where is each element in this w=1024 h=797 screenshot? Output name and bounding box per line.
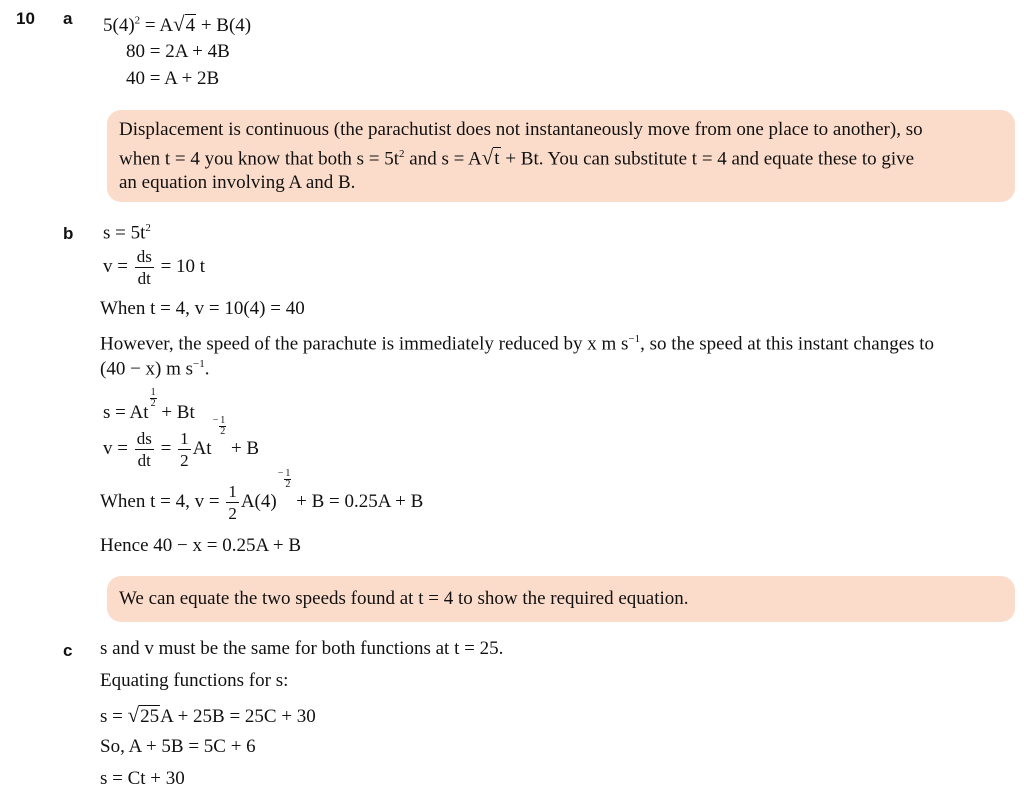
part-b-s2-equation: s = At $\frac{1}{2}$ + Bt: [103, 387, 195, 423]
part-b-v2-equation: v = $\frac{ds}{dt}$ = $\frac{1}{2}$ At − $\frac{1}{2}$ + B: [103, 415, 260, 470]
hint-a-line-1: Displacement is continuous (the parachutist does not instantaneously move from one place to another), so: [119, 119, 923, 140]
part-c-line-4: So, A + 5B = 5C + 6: [100, 736, 256, 757]
hint-b-text: We can equate the two speeds found at t = 4 to show the required equation.: [119, 588, 689, 609]
question-number: 10: [16, 9, 35, 28]
part-b-however-line-1: However, the speed of the parachute is immediately reduced by x m $s^{-1}$, so the speed at this instant changes to: [100, 333, 935, 355]
part-c-label: c: [63, 641, 73, 660]
part-b-v-equation: v = $\frac{ds}{dt}$ = 10 t: [103, 247, 206, 288]
hint-a-line-2: when t = 4 you know that both $s = 5t^2$ and s = A√t + Bt. You can substitute t = 4 and equate these to give: [119, 145, 915, 170]
part-c-line-2: Equating functions for s:: [100, 670, 289, 691]
part-a-line-1: $5(4)^2 = A√4 + B(4)$: [103, 12, 252, 36]
part-c-line-1: s and v must be the same for both functions at t = 25.: [100, 638, 504, 659]
part-c-line-5: s = Ct + 30: [100, 768, 185, 789]
part-b-when-1: When t = 4, v = 10(4) = 40: [100, 298, 305, 319]
part-c-line-3: s = √25A + 25B = 25C + 30: [100, 703, 316, 727]
part-b-when-2: When t = 4, v = $\frac{1}{2}$ A(4) − $\frac{1}{2}$ + B = 0.25A + B: [100, 468, 424, 523]
part-b-hint-box: [107, 576, 1015, 622]
part-a-line-3: 40 = A + 2B: [126, 68, 220, 89]
part-b-however-line-2: (40 − x) m $s^{-1}$.: [100, 358, 210, 380]
part-b-s-equation: $s = 5t^2$: [103, 222, 151, 244]
part-b-label: b: [63, 224, 74, 243]
part-a-hint-box: [107, 110, 1015, 202]
part-a-line-2: 80 = 2A + 4B: [126, 41, 230, 62]
part-a-label: a: [63, 9, 73, 28]
hint-a-line-3: an equation involving A and B.: [119, 172, 356, 194]
part-b-hence: Hence 40 − x = 0.25A + B: [100, 535, 302, 556]
